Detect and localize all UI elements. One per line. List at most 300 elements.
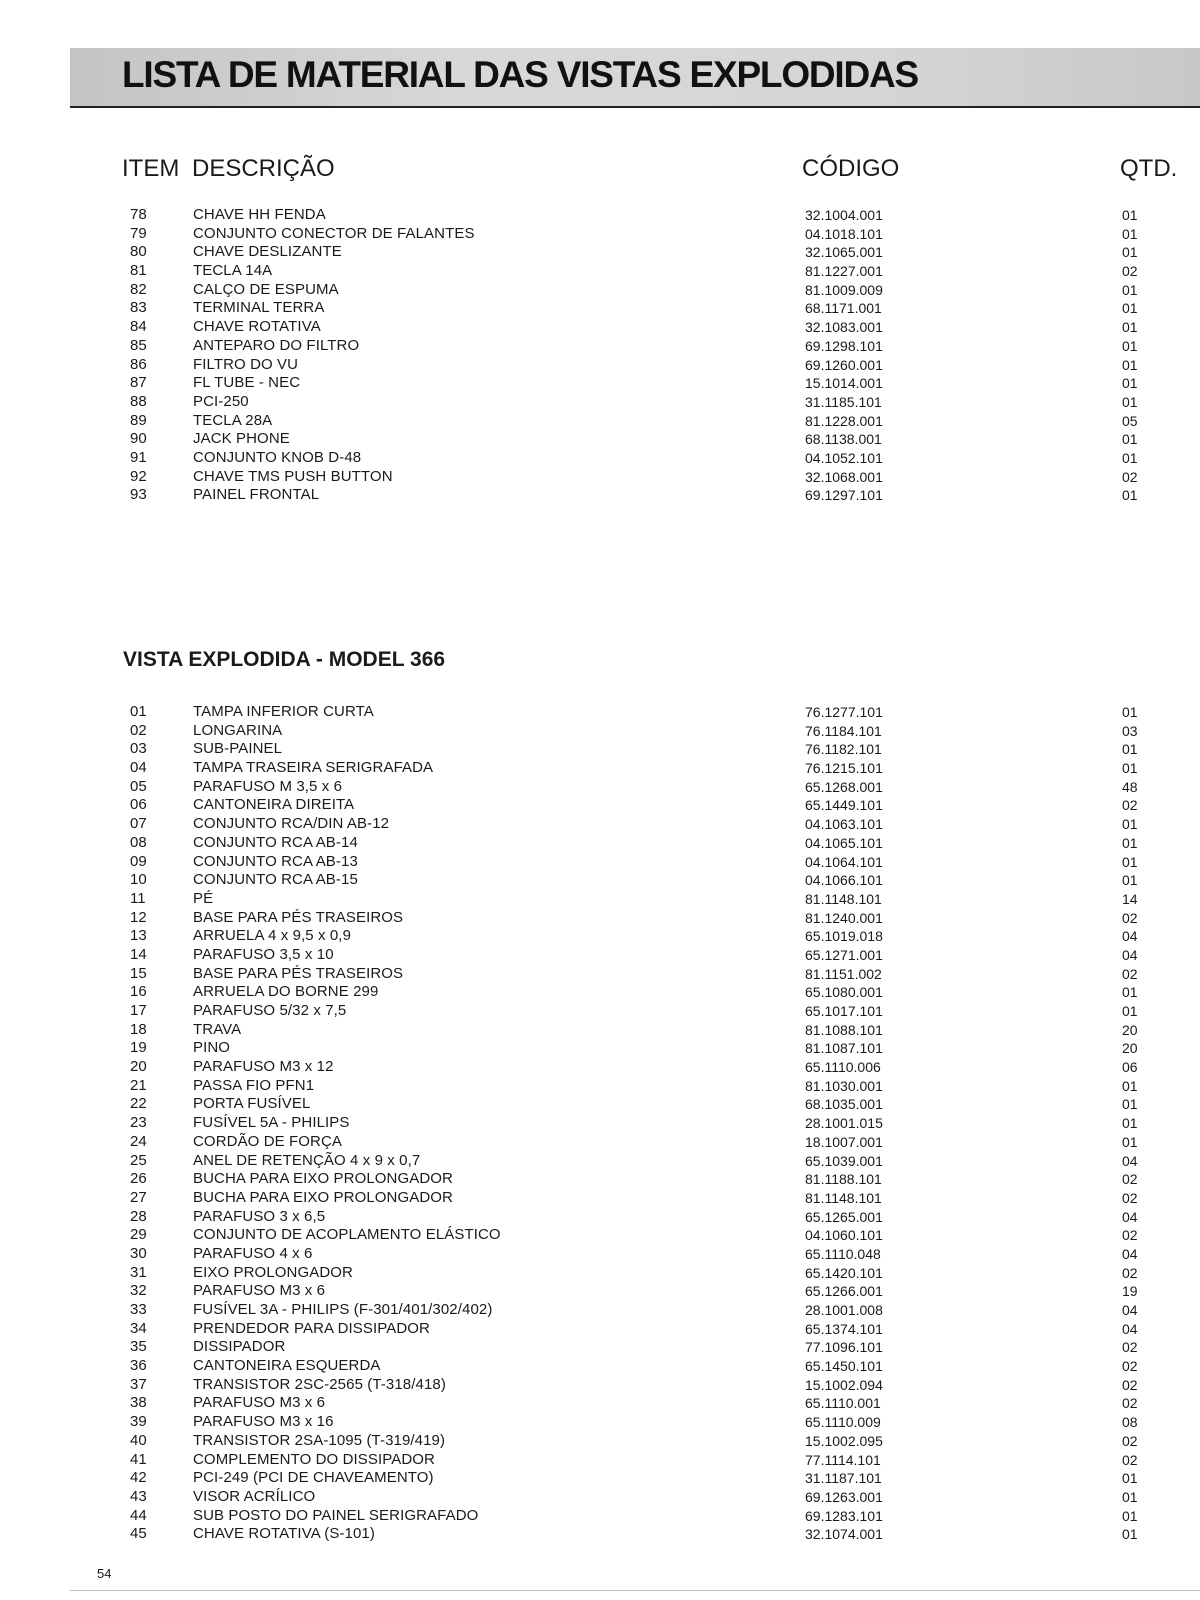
item-code: 69.1298.101 <box>805 337 883 354</box>
item-quantity: 01 <box>1122 1526 1138 1543</box>
item-quantity: 02 <box>1122 1171 1138 1188</box>
table-row <box>0 815 1200 834</box>
item-number: 11 <box>130 889 146 907</box>
item-description: FL TUBE - NEC <box>193 374 301 392</box>
item-number: 38 <box>130 1394 147 1412</box>
item-description: TERMINAL TERRA <box>193 299 325 317</box>
item-description: COMPLEMENTO DO DISSIPADOR <box>193 1450 435 1468</box>
item-quantity: 04 <box>1122 1245 1138 1262</box>
table-row <box>0 262 1200 281</box>
header-descricao: DESCRIÇÃO <box>192 155 335 182</box>
table-row <box>0 1469 1200 1488</box>
item-description: FUSÍVEL 5A - PHILIPS <box>193 1114 350 1132</box>
item-description: VISOR ACRÍLICO <box>193 1487 316 1505</box>
section-title: VISTA EXPLODIDA - MODEL 366 <box>123 648 446 671</box>
table-row <box>0 1133 1200 1152</box>
item-description: TAMPA TRASEIRA SERIGRAFADA <box>193 759 434 777</box>
table-row <box>0 1338 1200 1357</box>
table-row <box>0 1376 1200 1395</box>
item-code: 81.1087.101 <box>805 1040 883 1057</box>
item-number: 39 <box>130 1413 147 1431</box>
table-row <box>0 834 1200 853</box>
table-row <box>0 740 1200 759</box>
item-quantity: 02 <box>1122 1358 1138 1375</box>
item-quantity: 48 <box>1122 778 1138 795</box>
item-description: ARRUELA DO BORNE 299 <box>193 983 379 1001</box>
table-row <box>0 1507 1200 1526</box>
item-code: 32.1074.001 <box>805 1526 883 1543</box>
item-description: BUCHA PARA EIXO PROLONGADOR <box>193 1188 453 1206</box>
table-row <box>0 983 1200 1002</box>
item-code: 31.1187.101 <box>805 1470 882 1487</box>
item-quantity: 01 <box>1122 225 1138 242</box>
item-description: ARRUELA 4 x 9,5 x 0,9 <box>193 927 352 945</box>
item-quantity: 01 <box>1122 207 1138 223</box>
item-description: SUB-PAINEL <box>193 740 283 758</box>
item-quantity: 01 <box>1122 487 1138 504</box>
item-description: PARAFUSO 4 x 6 <box>193 1244 313 1262</box>
table-row <box>0 374 1200 393</box>
item-quantity: 04 <box>1122 1320 1138 1337</box>
item-quantity: 14 <box>1122 890 1138 907</box>
item-quantity: 02 <box>1122 965 1138 982</box>
item-description: SUB POSTO DO PAINEL SERIGRAFADO <box>193 1506 479 1524</box>
item-number: 82 <box>130 280 147 298</box>
item-number: 18 <box>130 1020 147 1038</box>
item-quantity: 01 <box>1122 853 1138 870</box>
item-description: TRANSISTOR 2SA-1095 (T-319/419) <box>193 1431 446 1449</box>
item-quantity: 02 <box>1122 1451 1138 1468</box>
item-code: 69.1260.001 <box>805 356 883 373</box>
table-row <box>0 1264 1200 1283</box>
item-number: 23 <box>130 1114 147 1132</box>
item-code: 65.1110.006 <box>805 1059 881 1076</box>
item-description: PARAFUSO M3 x 16 <box>193 1413 334 1431</box>
item-quantity: 04 <box>1122 1208 1138 1225</box>
item-quantity: 05 <box>1122 412 1138 429</box>
item-description: JACK PHONE <box>193 430 290 448</box>
table-row <box>0 1282 1200 1301</box>
item-description: CHAVE DESLIZANTE <box>193 243 342 261</box>
item-code: 65.1420.101 <box>805 1264 883 1281</box>
item-number: 81 <box>130 262 147 280</box>
item-code: 81.1188.101 <box>805 1171 882 1188</box>
item-code: 32.1083.001 <box>805 319 883 336</box>
item-code: 04.1064.101 <box>805 853 883 870</box>
table-row <box>0 946 1200 965</box>
item-number: 92 <box>130 467 147 485</box>
item-number: 78 <box>130 206 147 223</box>
item-code: 32.1068.001 <box>805 468 883 485</box>
item-number: 91 <box>130 448 147 466</box>
item-number: 86 <box>130 355 147 373</box>
item-quantity: 01 <box>1122 834 1138 851</box>
item-quantity: 01 <box>1122 872 1138 889</box>
item-code: 81.1009.009 <box>805 281 883 298</box>
item-code: 65.1019.018 <box>805 928 883 945</box>
table-row <box>0 449 1200 468</box>
item-code: 04.1065.101 <box>805 834 883 851</box>
item-code: 04.1063.101 <box>805 816 883 833</box>
item-code: 28.1001.008 <box>805 1302 883 1318</box>
item-quantity: 01 <box>1122 244 1138 261</box>
item-description: PCI-250 <box>193 392 249 410</box>
item-quantity: 01 <box>1122 393 1138 410</box>
table-row <box>0 1058 1200 1077</box>
item-description: CONJUNTO RCA AB-13 <box>193 852 358 870</box>
table-row <box>0 1226 1200 1245</box>
item-quantity: 08 <box>1122 1414 1138 1431</box>
item-code: 81.1240.001 <box>805 909 883 926</box>
item-description: PORTA FUSÍVEL <box>193 1095 311 1113</box>
item-quantity: 04 <box>1122 928 1138 945</box>
parts-table-2 <box>0 703 1200 1544</box>
item-number: 14 <box>130 945 147 963</box>
table-row <box>0 1002 1200 1021</box>
item-number: 90 <box>130 430 147 448</box>
item-quantity: 01 <box>1122 337 1138 354</box>
item-code: 77.1096.101 <box>805 1339 883 1356</box>
item-description: CHAVE TMS PUSH BUTTON <box>193 467 393 485</box>
item-code: 65.1271.001 <box>805 946 883 963</box>
item-number: 89 <box>130 411 147 429</box>
parts-table-1 <box>0 206 1200 505</box>
table-row <box>0 1152 1200 1171</box>
item-description: CONJUNTO RCA AB-14 <box>193 833 358 851</box>
item-code: 76.1182.101 <box>805 741 882 758</box>
item-quantity: 02 <box>1122 1227 1138 1244</box>
item-quantity: 02 <box>1122 263 1138 280</box>
item-description: CHAVE ROTATIVA <box>193 318 321 336</box>
item-number: 07 <box>130 815 147 833</box>
item-code: 15.1002.094 <box>805 1376 883 1393</box>
header-codigo: CÓDIGO <box>802 155 900 182</box>
item-description: CANTONEIRA ESQUERDA <box>193 1357 381 1375</box>
table-row <box>0 1488 1200 1507</box>
item-code: 69.1263.001 <box>805 1488 883 1505</box>
item-quantity: 02 <box>1122 909 1138 926</box>
item-quantity: 02 <box>1122 1339 1138 1356</box>
item-code: 65.1039.001 <box>805 1152 883 1169</box>
item-description: EIXO PROLONGADOR <box>193 1263 353 1281</box>
item-number: 25 <box>130 1151 147 1169</box>
item-quantity: 01 <box>1122 300 1138 317</box>
item-number: 79 <box>130 224 147 242</box>
item-number: 05 <box>130 777 147 795</box>
table-row <box>0 243 1200 262</box>
item-code: 81.1088.101 <box>805 1021 883 1038</box>
header-qtd: QTD. <box>1120 155 1178 182</box>
item-number: 09 <box>130 852 147 870</box>
item-description: BASE PARA PÉS TRASEIROS <box>193 908 404 926</box>
table-row <box>0 412 1200 431</box>
item-description: PARAFUSO M3 x 6 <box>193 1394 326 1412</box>
table-row <box>0 1208 1200 1227</box>
item-quantity: 01 <box>1122 356 1138 373</box>
table-row <box>0 1525 1200 1544</box>
item-number: 93 <box>130 486 147 504</box>
item-quantity: 02 <box>1122 797 1138 814</box>
table-row <box>0 1021 1200 1040</box>
item-quantity: 01 <box>1122 1003 1138 1019</box>
item-description: CONJUNTO RCA/DIN AB-12 <box>193 815 390 833</box>
item-number: 83 <box>130 299 147 317</box>
item-number: 88 <box>130 392 147 410</box>
item-code: 04.1052.101 <box>805 449 883 466</box>
item-description: PAINEL FRONTAL <box>193 486 320 504</box>
item-number: 04 <box>130 759 147 777</box>
item-description: TRAVA <box>193 1020 242 1038</box>
item-code: 68.1171.001 <box>805 300 882 317</box>
item-number: 02 <box>130 721 147 739</box>
table-row <box>0 281 1200 300</box>
item-code: 81.1151.002 <box>805 965 882 982</box>
item-number: 29 <box>130 1226 147 1244</box>
table-row <box>0 318 1200 337</box>
item-description: ANTEPARO DO FILTRO <box>193 336 360 354</box>
item-number: 30 <box>130 1244 147 1262</box>
item-number: 03 <box>130 740 147 758</box>
item-number: 13 <box>130 927 147 945</box>
item-description: TECLA 28A <box>193 411 273 429</box>
table-row <box>0 1301 1200 1320</box>
item-description: CHAVE HH FENDA <box>193 206 326 223</box>
item-number: 17 <box>130 1002 147 1019</box>
table-row <box>0 796 1200 815</box>
item-code: 65.1110.048 <box>805 1245 881 1262</box>
table-row <box>0 299 1200 318</box>
item-code: 32.1004.001 <box>805 207 883 223</box>
item-number: 34 <box>130 1319 147 1337</box>
item-code: 31.1185.101 <box>805 393 882 410</box>
item-code: 81.1148.101 <box>805 890 882 907</box>
item-description: ANEL DE RETENÇÃO 4 x 9 x 0,7 <box>193 1151 421 1169</box>
item-code: 76.1215.101 <box>805 760 883 777</box>
item-quantity: 01 <box>1122 816 1138 833</box>
table-row <box>0 356 1200 375</box>
table-row <box>0 1432 1200 1451</box>
item-number: 31 <box>130 1263 147 1281</box>
item-quantity: 06 <box>1122 1059 1138 1076</box>
item-description: PRENDEDOR PARA DISSIPADOR <box>193 1319 430 1337</box>
page-number: 54 <box>97 1566 112 1581</box>
table-row <box>0 1189 1200 1208</box>
item-code: 18.1007.001 <box>805 1133 883 1150</box>
item-quantity: 19 <box>1122 1283 1138 1300</box>
item-number: 27 <box>130 1188 147 1206</box>
item-code: 81.1030.001 <box>805 1077 883 1094</box>
item-quantity: 01 <box>1122 281 1138 298</box>
item-code: 15.1002.095 <box>805 1432 883 1449</box>
table-row <box>0 1320 1200 1339</box>
item-quantity: 01 <box>1122 1096 1138 1113</box>
item-quantity: 01 <box>1122 760 1138 777</box>
item-number: 36 <box>130 1357 147 1375</box>
item-code: 65.1265.001 <box>805 1208 883 1225</box>
item-number: 15 <box>130 964 147 982</box>
table-row <box>0 1077 1200 1096</box>
item-number: 84 <box>130 318 147 336</box>
item-description: PINO <box>193 1039 231 1057</box>
bottom-rule <box>70 1590 1200 1591</box>
item-quantity: 01 <box>1122 984 1138 1001</box>
item-number: 45 <box>130 1525 147 1543</box>
item-code: 65.1017.101 <box>805 1003 883 1019</box>
item-quantity: 02 <box>1122 1189 1138 1206</box>
item-code: 32.1065.001 <box>805 244 883 261</box>
item-quantity: 04 <box>1122 1302 1138 1318</box>
item-code: 81.1227.001 <box>805 263 883 280</box>
item-number: 33 <box>130 1301 147 1318</box>
item-quantity: 01 <box>1122 1470 1138 1487</box>
table-row <box>0 965 1200 984</box>
item-quantity: 20 <box>1122 1021 1138 1038</box>
item-quantity: 01 <box>1122 431 1138 448</box>
item-number: 26 <box>130 1170 147 1188</box>
item-quantity: 04 <box>1122 1152 1138 1169</box>
item-code: 04.1060.101 <box>805 1227 883 1244</box>
item-number: 44 <box>130 1506 147 1524</box>
item-quantity: 02 <box>1122 1376 1138 1393</box>
item-number: 35 <box>130 1338 147 1356</box>
item-description: LONGARINA <box>193 721 283 739</box>
item-description: TRANSISTOR 2SC-2565 (T-318/418) <box>193 1375 446 1393</box>
item-number: 20 <box>130 1058 147 1076</box>
item-code: 65.1450.101 <box>805 1358 883 1375</box>
item-description: PASSA FIO PFN1 <box>193 1076 315 1094</box>
item-number: 43 <box>130 1487 147 1505</box>
table-row <box>0 722 1200 741</box>
item-description: CONJUNTO RCA AB-15 <box>193 871 358 889</box>
item-quantity: 03 <box>1122 722 1138 739</box>
item-description: PARAFUSO M3 x 12 <box>193 1058 334 1076</box>
item-description: CONJUNTO DE ACOPLAMENTO ELÁSTICO <box>193 1226 501 1244</box>
item-number: 41 <box>130 1450 147 1468</box>
table-row <box>0 1039 1200 1058</box>
table-row <box>0 759 1200 778</box>
table-row <box>0 430 1200 449</box>
table-row <box>0 871 1200 890</box>
item-quantity: 01 <box>1122 1077 1138 1094</box>
table-row <box>0 927 1200 946</box>
table-row <box>0 778 1200 797</box>
item-code: 76.1184.101 <box>805 722 882 739</box>
item-number: 87 <box>130 374 147 392</box>
table-row <box>0 1245 1200 1264</box>
item-number: 08 <box>130 833 147 851</box>
item-number: 32 <box>130 1282 147 1300</box>
table-row <box>0 703 1200 722</box>
item-code: 69.1283.101 <box>805 1507 883 1524</box>
page-title: LISTA DE MATERIAL DAS VISTAS EXPLODIDAS <box>122 54 919 95</box>
item-code: 65.1080.001 <box>805 984 883 1001</box>
item-code: 65.1266.001 <box>805 1283 883 1300</box>
item-description: PARAFUSO 5/32 x 7,5 <box>193 1002 347 1019</box>
item-number: 85 <box>130 336 147 354</box>
item-description: CANTONEIRA DIREITA <box>193 796 355 814</box>
item-code: 15.1014.001 <box>805 375 883 392</box>
item-description: FUSÍVEL 3A - PHILIPS (F-301/401/302/402) <box>193 1301 493 1318</box>
item-description: PARAFUSO 3 x 6,5 <box>193 1207 326 1225</box>
item-number: 22 <box>130 1095 147 1113</box>
item-number: 01 <box>130 703 147 720</box>
item-description: PCI-249 (PCI DE CHAVEAMENTO) <box>193 1469 434 1487</box>
item-description: PARAFUSO M3 x 6 <box>193 1282 326 1300</box>
item-description: CONJUNTO KNOB D-48 <box>193 448 362 466</box>
table-row <box>0 909 1200 928</box>
item-description: FILTRO DO VU <box>193 355 299 373</box>
item-number: 37 <box>130 1375 147 1393</box>
item-code: 65.1268.001 <box>805 778 883 795</box>
item-number: 10 <box>130 871 147 889</box>
item-description: PÉ <box>193 889 214 907</box>
table-row <box>0 1095 1200 1114</box>
item-number: 12 <box>130 908 147 926</box>
item-description: CALÇO DE ESPUMA <box>193 280 339 298</box>
item-quantity: 02 <box>1122 1432 1138 1449</box>
item-quantity: 01 <box>1122 1488 1138 1505</box>
table-row <box>0 1394 1200 1413</box>
table-row <box>0 486 1200 505</box>
item-code: 65.1110.009 <box>805 1414 881 1431</box>
item-number: 06 <box>130 796 147 814</box>
item-number: 28 <box>130 1207 147 1225</box>
item-description: TECLA 14A <box>193 262 273 280</box>
table-row <box>0 393 1200 412</box>
item-number: 80 <box>130 243 147 261</box>
table-row <box>0 1357 1200 1376</box>
table-row <box>0 468 1200 487</box>
table-row <box>0 1413 1200 1432</box>
table-row <box>0 206 1200 225</box>
item-number: 19 <box>130 1039 147 1057</box>
item-number: 21 <box>130 1076 147 1094</box>
item-quantity: 01 <box>1122 319 1138 336</box>
item-number: 42 <box>130 1469 147 1487</box>
table-row <box>0 853 1200 872</box>
item-number: 24 <box>130 1132 147 1150</box>
item-description: CONJUNTO CONECTOR DE FALANTES <box>193 224 475 242</box>
item-quantity: 04 <box>1122 946 1138 963</box>
item-code: 81.1228.001 <box>805 412 883 429</box>
table-row <box>0 1114 1200 1133</box>
item-quantity: 01 <box>1122 741 1138 758</box>
item-code: 28.1001.015 <box>805 1115 883 1132</box>
item-code: 76.1277.101 <box>805 704 883 720</box>
item-code: 04.1066.101 <box>805 872 883 889</box>
item-code: 68.1138.001 <box>805 431 882 448</box>
item-code: 65.1449.101 <box>805 797 883 814</box>
header-item: ITEM <box>122 155 180 182</box>
item-quantity: 02 <box>1122 468 1138 485</box>
item-description: TAMPA INFERIOR CURTA <box>193 703 374 720</box>
item-quantity: 02 <box>1122 1264 1138 1281</box>
item-quantity: 20 <box>1122 1040 1138 1057</box>
item-quantity: 01 <box>1122 375 1138 392</box>
item-number: 40 <box>130 1431 147 1449</box>
item-description: BASE PARA PÉS TRASEIROS <box>193 964 404 982</box>
item-description: DISSIPADOR <box>193 1338 286 1356</box>
item-code: 81.1148.101 <box>805 1189 882 1206</box>
item-code: 65.1110.001 <box>805 1395 881 1412</box>
item-quantity: 01 <box>1122 1507 1138 1524</box>
item-quantity: 01 <box>1122 1115 1138 1132</box>
item-description: BUCHA PARA EIXO PROLONGADOR <box>193 1170 453 1188</box>
table-row <box>0 1451 1200 1470</box>
item-description: CHAVE ROTATIVA (S-101) <box>193 1525 375 1543</box>
table-row <box>0 1170 1200 1189</box>
item-code: 68.1035.001 <box>805 1096 883 1113</box>
